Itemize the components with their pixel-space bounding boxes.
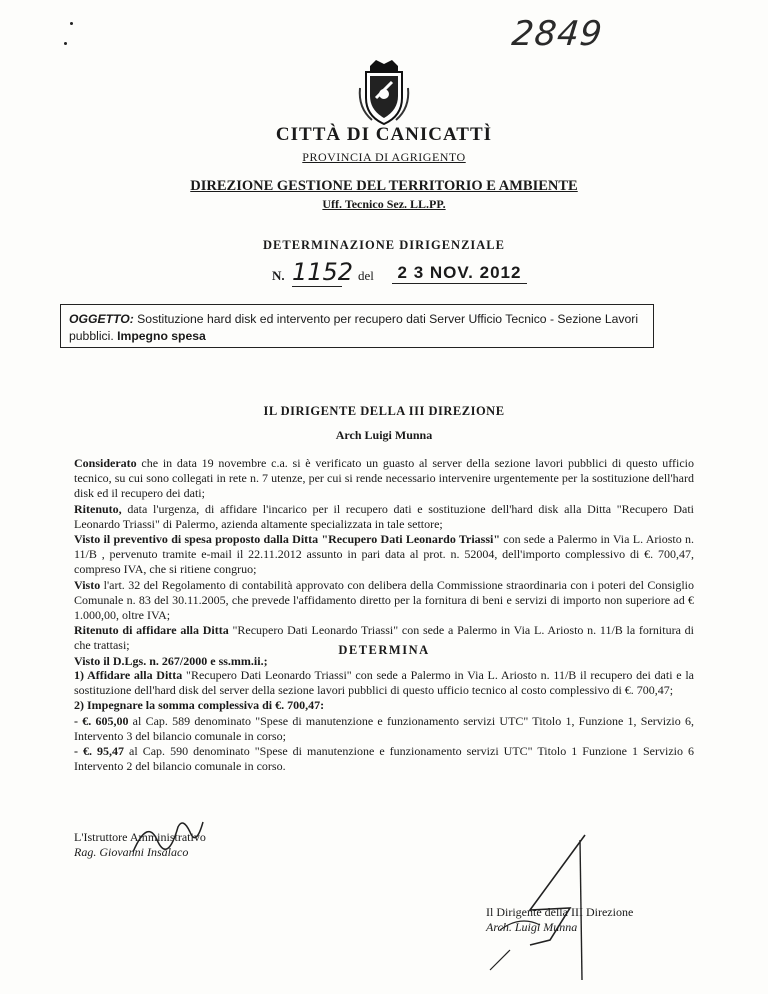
director-title: IL DIRIGENTE DELLA III DIREZIONE bbox=[263, 404, 505, 418]
determination-number-row bbox=[270, 258, 530, 290]
premise-lead: Visto il D.Lgs. n. 267/2000 e ss.mm.ii.; bbox=[74, 653, 268, 668]
subject-text: Sostituzione hard disk ed intervento per recupero dati Server Ufficio Tecnico - Sezione Lavori pubblici. bbox=[69, 312, 639, 343]
operative-text: al Cap. 590 denominato "Spese di manutenzione e funzionamento servizi UTC" Titolo 1 Funzione 1 Servizio 6 Intervento 2 del bilancio comunale in corso. bbox=[74, 744, 694, 774]
director-signature-block bbox=[486, 905, 633, 935]
handwritten-protocol-number: 2849 bbox=[509, 14, 605, 54]
determina-heading: DETERMINA bbox=[338, 643, 430, 657]
city-name: CITTÀ DI CANICATTÌ bbox=[275, 124, 493, 145]
operative-text: al Cap. 589 denominato "Spese di manutenzione e funzionamento servizi UTC" Titolo 1, Funzione 1, Servizio 6, Intervento 3 del bilancio comunale in corso; bbox=[74, 713, 694, 743]
operative-text: "Recupero Dati Leonardo Triassi" con sede a Palermo in Via L. Ariosto n. 11/B il recupero dei dati e la sostituzione dell'hard disk del server della sezione lavori pubblici di questo ufficio tecnico al costo complessivo di €. 700,47; bbox=[74, 668, 694, 698]
operative-lead: 2) Impegnare la somma complessiva di €. 700,47: bbox=[74, 698, 325, 713]
operative-lead: - €. 605,00 bbox=[74, 713, 129, 728]
director-sign-role: Il Dirigente della III Direzione bbox=[486, 905, 634, 919]
direction-name: DIREZIONE GESTIONE DEL TERRITORIO E AMBIENTE bbox=[190, 178, 578, 194]
clerk-role: L'Istruttore Amministrativo bbox=[74, 830, 206, 844]
premise-text: che in data 19 novembre c.a. si è verificato un guasto al server della sezione lavori pubblici di questo ufficio tecnico, su cui sono collegati in rete n. 7 utenze, per cui si rende necessario intervenire urgentemente per la sostituzione dell'hard disk ed il recupero dei dati; bbox=[74, 456, 694, 501]
premise-text: l'art. 32 del Regolamento di contabilità approvato con delibera della Commissione straordinaria con i poteri del Consiglio Comunale n. 83 del 30.11.2005, che prevede l'affidamento diretto per la fornitura di beni e servizi di importo non superiore ad € 1.000,00, oltre IVA; bbox=[74, 577, 694, 623]
operative-lead: - €. 95,47 bbox=[74, 744, 125, 759]
operative-paragraph bbox=[74, 714, 694, 744]
operative-section bbox=[74, 668, 694, 774]
premise-paragraph bbox=[74, 578, 694, 624]
premise-lead: Visto il preventivo di spesa proposto dalla Ditta "Recupero Dati Leonardo Triassi" bbox=[74, 532, 501, 547]
scan-mark bbox=[70, 22, 73, 25]
premise-lead: Ritenuto, bbox=[74, 501, 122, 516]
operative-paragraph bbox=[74, 668, 694, 698]
number-label: N. bbox=[272, 268, 285, 283]
subject-box bbox=[60, 304, 654, 348]
subject-label: OGGETTO: bbox=[69, 312, 134, 326]
premise-lead: Considerato bbox=[74, 456, 137, 470]
clerk-signature-block bbox=[74, 830, 206, 860]
date-label: del bbox=[358, 268, 374, 283]
premise-text: data l'urgenza, di affidare l'incarico per il recupero dati e sostituzione dell'hard disk alla Ditta "Recupero Dati Leonardo Triassi" di Palermo, azienda altamente specializzata in tale settore; bbox=[74, 501, 694, 531]
determination-title: DETERMINAZIONE DIRIGENZIALE bbox=[263, 238, 505, 252]
determination-number: 1152 bbox=[292, 258, 354, 286]
operative-paragraph bbox=[74, 698, 694, 713]
office-name: Uff. Tecnico Sez. LL.PP. bbox=[322, 197, 446, 211]
determination-date-stamp: 2 3 NOV. 2012 bbox=[392, 263, 527, 284]
premises-section bbox=[74, 456, 694, 669]
operative-paragraph bbox=[74, 744, 694, 774]
premise-paragraph bbox=[74, 456, 694, 502]
premise-paragraph bbox=[74, 532, 694, 578]
subject-impegno: Impegno spesa bbox=[117, 329, 206, 343]
director-sign-name: Arch. Luigi Munna bbox=[486, 920, 578, 934]
operative-lead: 1) Affidare alla Ditta bbox=[74, 668, 183, 682]
premise-paragraph bbox=[74, 502, 694, 532]
premise-text: "Recupero Dati Leonardo Triassi" con sede a Palermo in Via L. Ariosto n. 11/B la fornitura di che trattasi; bbox=[74, 623, 694, 653]
premise-text: con sede a Palermo in Via L. Ariosto n. 11/B , pervenuto tramite e-mail il 22.11.2012 assunto in pari data al prot. n. 52004, dell'importo complessivo di €. 700,47, compreso IVA, che si ritiene congruo; bbox=[74, 532, 695, 577]
clerk-name: Rag. Giovanni Insalaco bbox=[74, 845, 189, 859]
scan-mark bbox=[64, 42, 67, 45]
province-name: PROVINCIA DI AGRIGENTO bbox=[302, 150, 466, 164]
city-crest-logo bbox=[356, 58, 412, 126]
director-name: Arch Luigi Munna bbox=[335, 428, 433, 442]
premise-lead: Visto bbox=[74, 577, 101, 592]
premise-lead: Ritenuto di affidare alla Ditta bbox=[74, 623, 229, 638]
